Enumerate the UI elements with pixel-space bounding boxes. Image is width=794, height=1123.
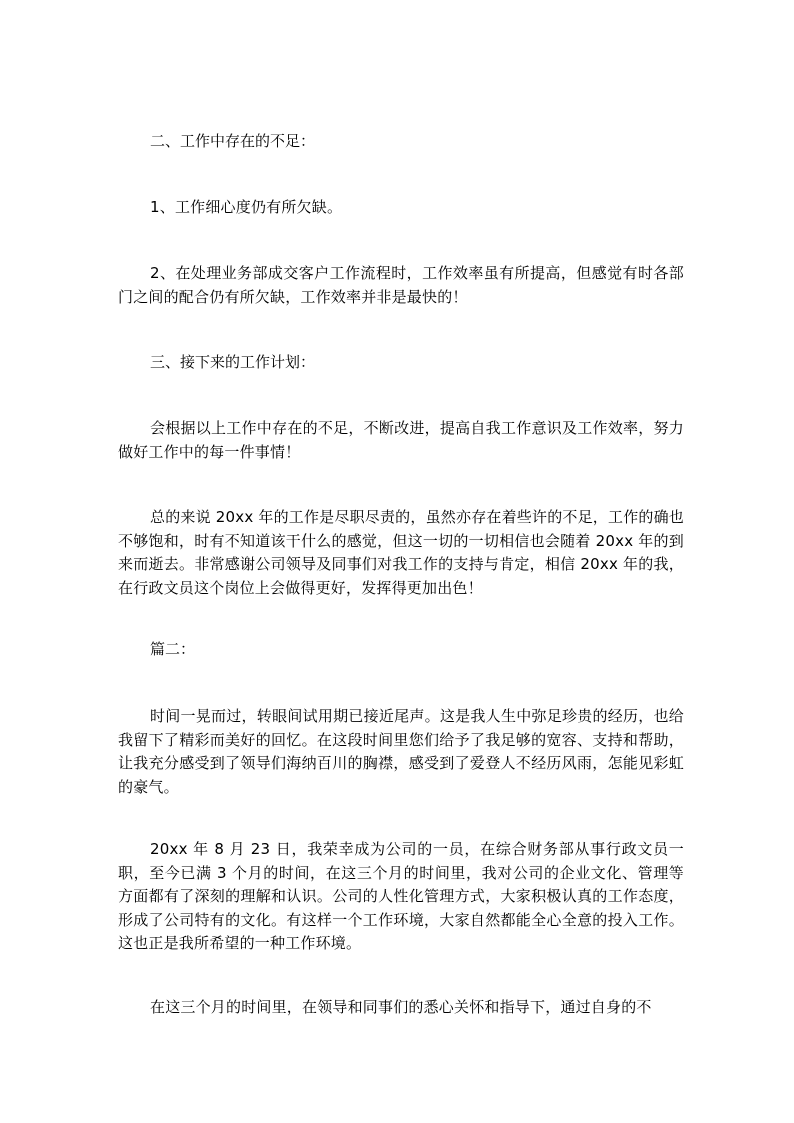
section-heading-shortcomings: 二、工作中存在的不足： — [150, 132, 316, 150]
section-heading-plan: 三、接下来的工作计划： — [150, 353, 316, 371]
shortcoming-item-1: 1、工作细心度仍有所欠缺。 — [150, 198, 343, 216]
shortcoming-item-2: 2、在处理业务部成交客户工作流程时，工作效率虽有所提高，但感觉有时各部门之间的配合仍有所欠缺，工作效率并非是最快的！ — [118, 264, 684, 306]
part-two-paragraph-3: 在这三个月的时间里，在领导和同事们的悉心关怀和指导下，通过自身的不 — [150, 998, 652, 1016]
plan-paragraph: 会根据以上工作中存在的不足，不断改进，提高自我工作意识及工作效率，努力做好工作中的每一件事情！ — [118, 419, 684, 461]
part-two-paragraph-2: 20xx 年 8 月 23 日，我荣幸成为公司的一员，在综合财务部从事行政文员一职，至今已满 3 个月的时间，在这三个月的时间里，我对公司的企业文化、管理等方面都有了深刻的理解和认识。公司的人性化管理方式，大家积极认真的工作态度，形成了公司特有的文化。有这样一个工作环境，大家自然都能全心全意的投入工作。这也正是我所希望的一种工作环境。 — [118, 840, 684, 953]
part-two-heading: 篇二： — [150, 640, 196, 658]
summary-paragraph: 总的来说 20xx 年的工作是尽职尽责的，虽然亦存在着些许的不足，工作的确也不够饱和，时有不知道该干什么的感觉，但这一切的一切相信也会随着 20xx 年的到来而逝去。非常感谢公司领导及同事们对我工作的支持与肯定，相信 20xx 年的我，在行政文员这个岗位上会做得更好，发挥得更加出色！ — [118, 508, 684, 597]
part-two-paragraph-1: 时间一晃而过，转眼间试用期已接近尾声。这是我人生中弥足珍贵的经历，也给我留下了精彩而美好的回忆。在这段时间里您们给予了我足够的宽容、支持和帮助，让我充分感受到了领导们海纳百川的胸襟，感受到了爱登人不经历风雨，怎能见彩虹的豪气。 — [118, 707, 684, 796]
